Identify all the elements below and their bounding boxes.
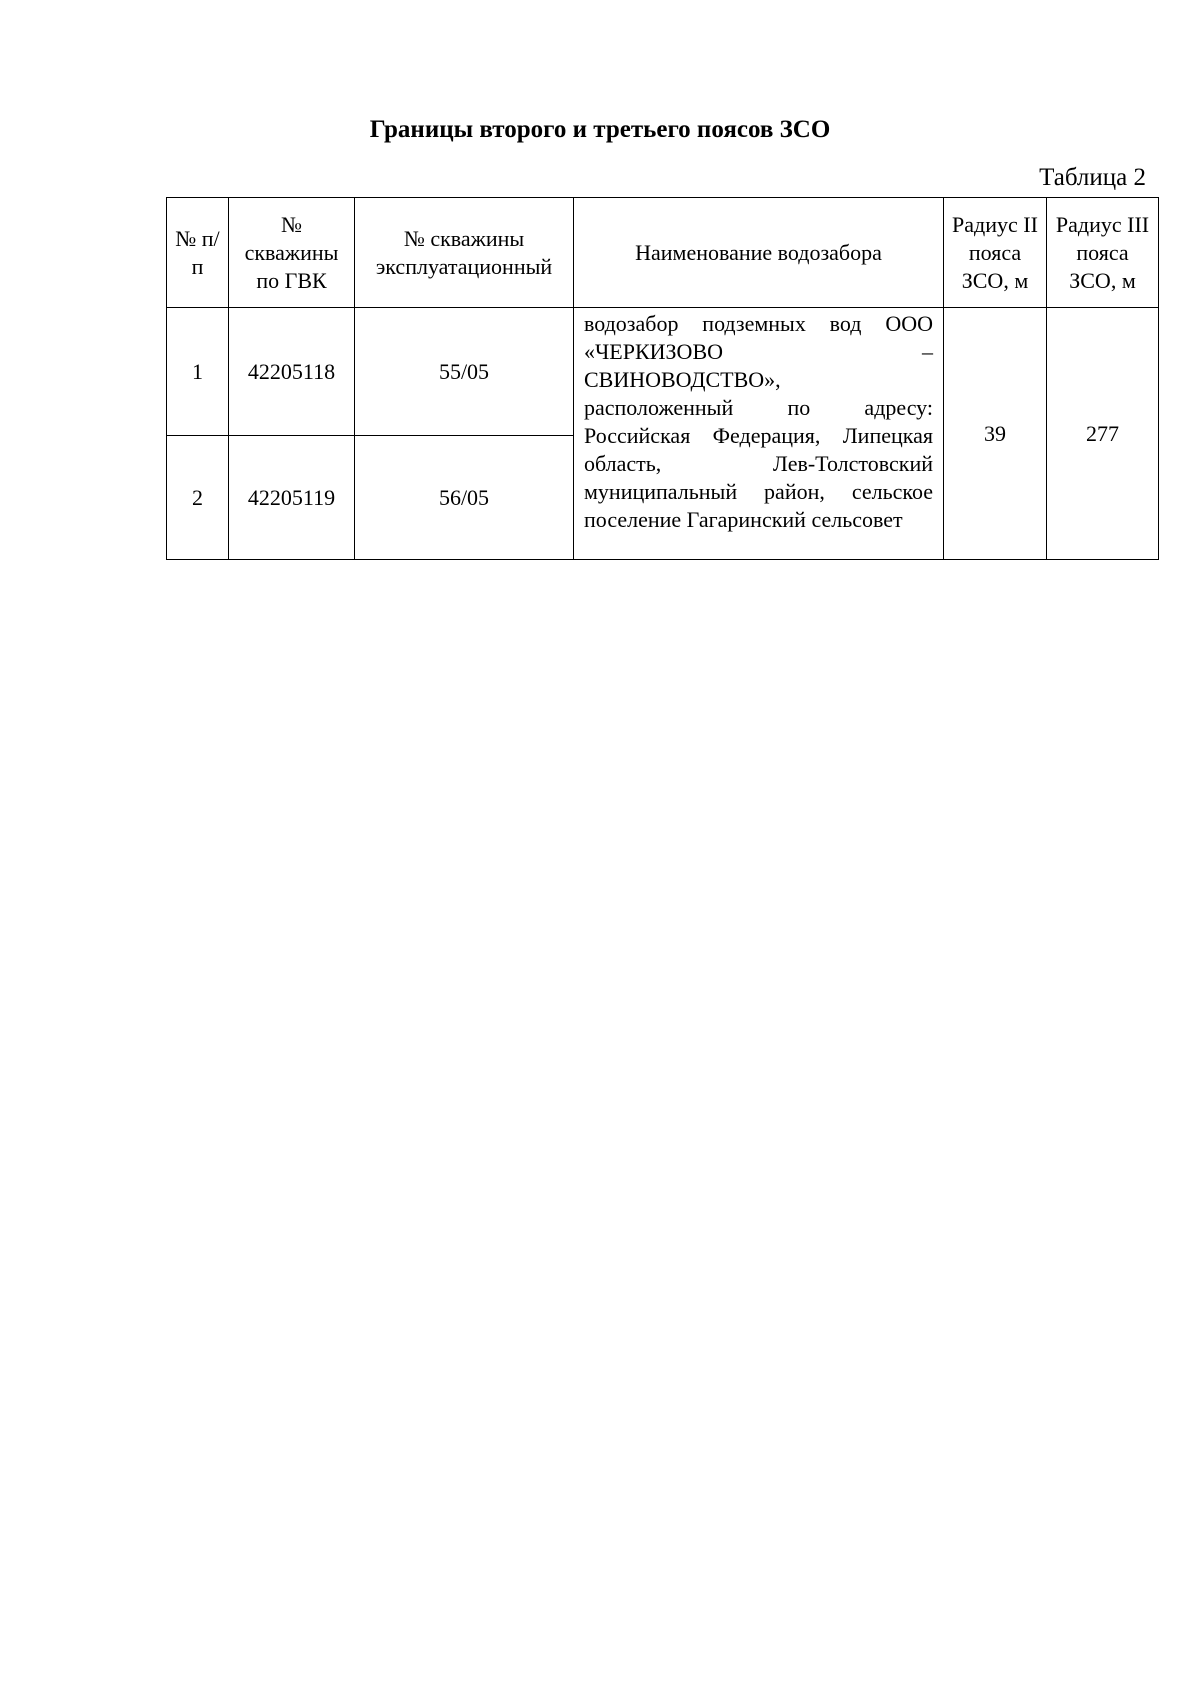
cell-row-number: 2 xyxy=(167,436,229,560)
page-title: Границы второго и третьего поясов ЗСО xyxy=(369,116,831,143)
cell-radius-zone-3: 277 xyxy=(1047,308,1159,560)
header-radius-zone-2: Радиус II пояса ЗСО, м xyxy=(944,198,1047,308)
cell-intake-name: водозабор подземных вод ООО «ЧЕРКИЗОВО – СВИНОВОДСТВО», расположенный по адресу: Российская Федерация, Липецкая область, Лев-Толстовский муниципальный район, сельское поселение Гагаринский сельсовет xyxy=(574,308,944,560)
table-label: Таблица 2 xyxy=(1039,164,1146,191)
header-row-number: № п/п xyxy=(167,198,229,308)
header-operational-well-number: № скважины эксплуатационный xyxy=(355,198,574,308)
cell-operational-well-number: 55/05 xyxy=(355,308,574,436)
cell-radius-zone-2: 39 xyxy=(944,308,1047,560)
cell-operational-well-number: 56/05 xyxy=(355,436,574,560)
header-intake-name: Наименование водозабора xyxy=(574,198,944,308)
cell-gvk-well-number: 42205118 xyxy=(229,308,355,436)
table-row xyxy=(167,308,1159,436)
header-gvk-well-number: № скважины по ГВК xyxy=(229,198,355,308)
cell-gvk-well-number: 42205119 xyxy=(229,436,355,560)
cell-row-number: 1 xyxy=(167,308,229,436)
table-header-row xyxy=(167,198,1159,308)
zso-boundaries-table xyxy=(166,197,1159,560)
header-radius-zone-3: Радиус III пояса ЗСО, м xyxy=(1047,198,1159,308)
